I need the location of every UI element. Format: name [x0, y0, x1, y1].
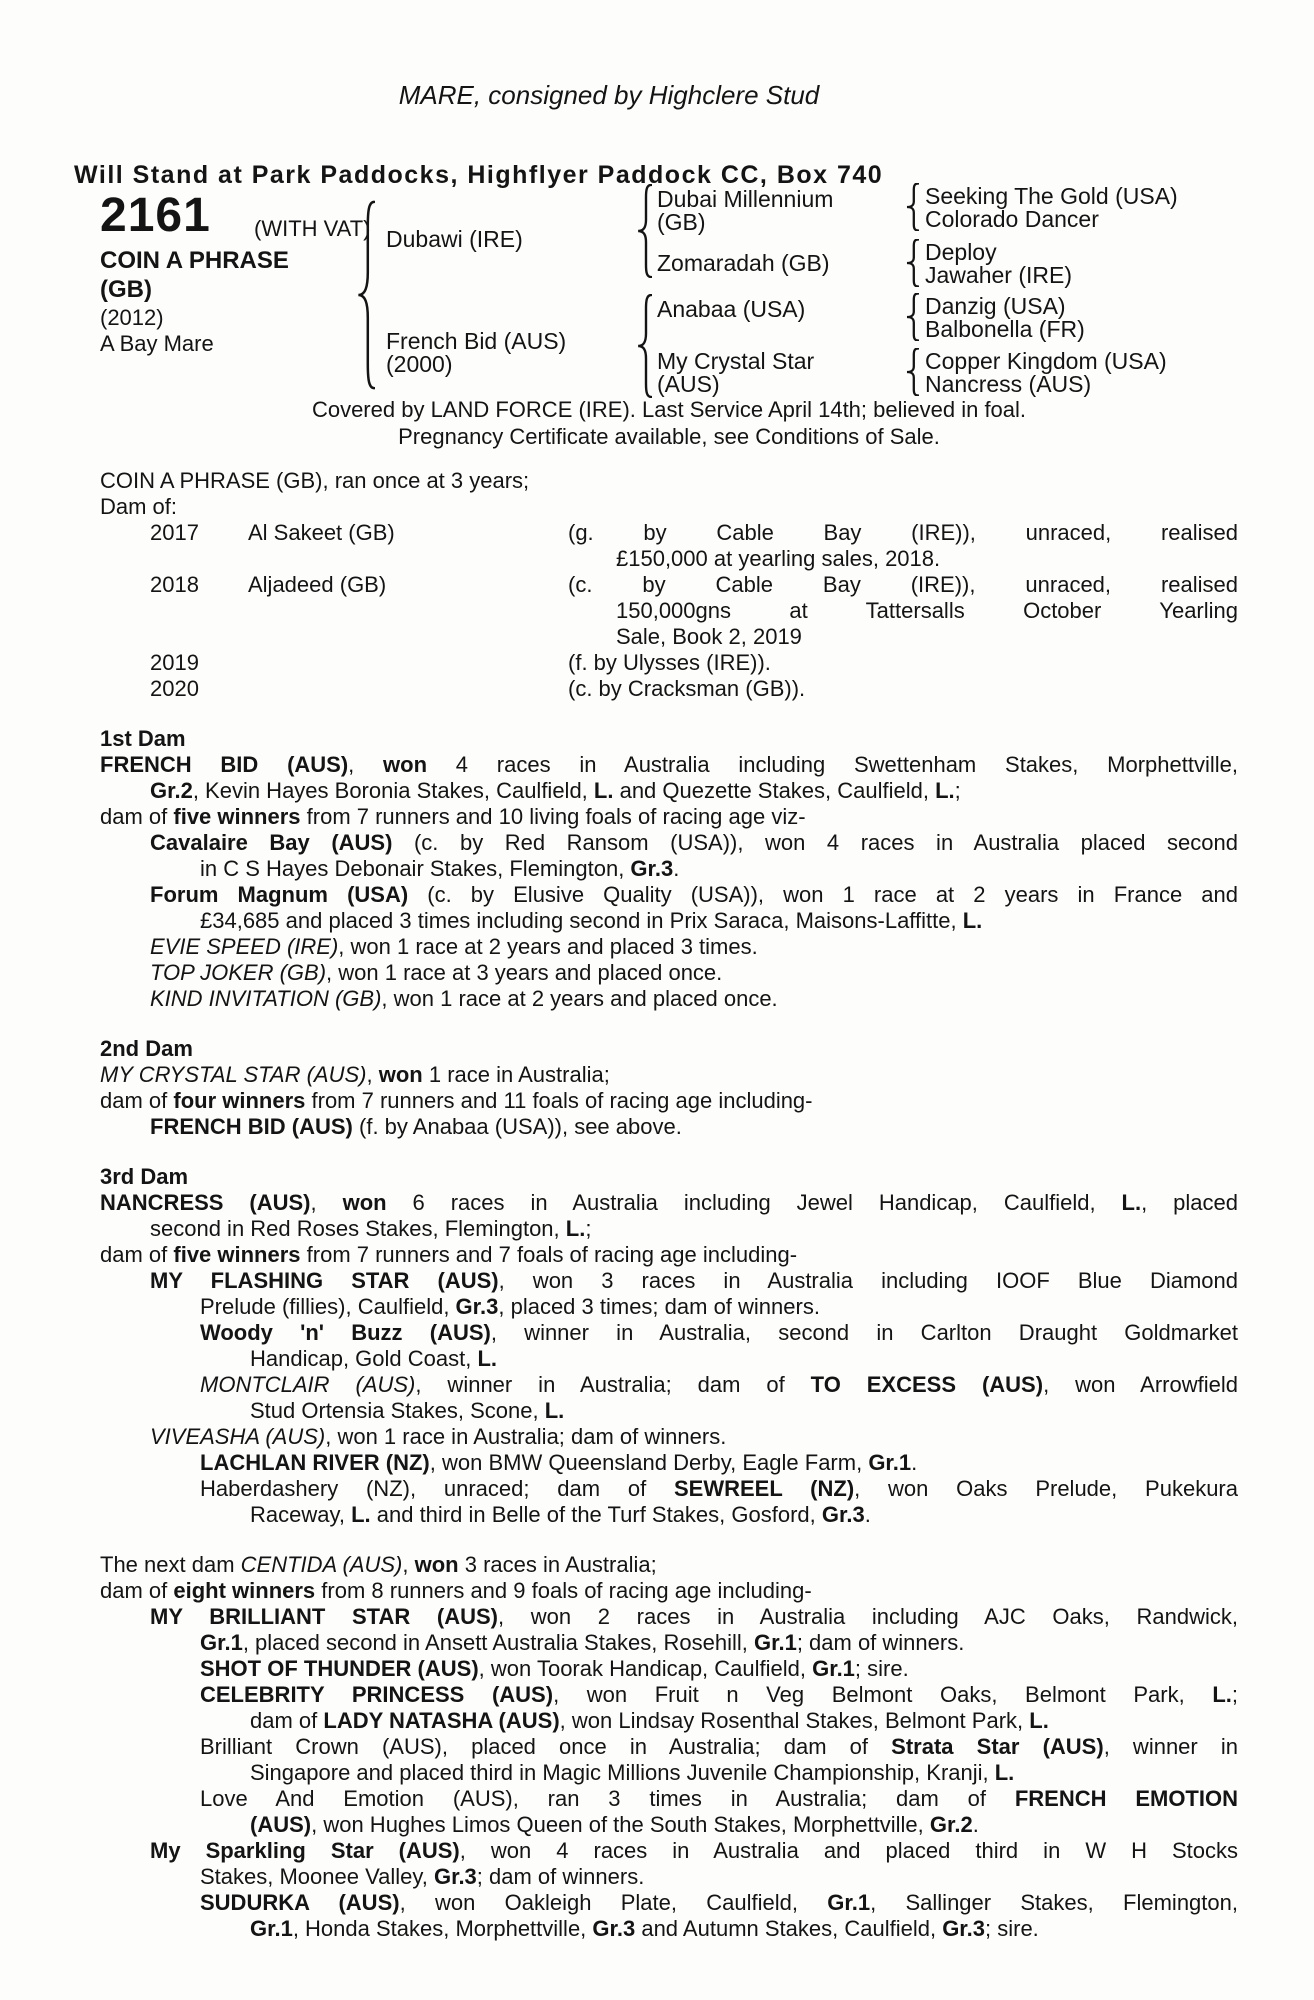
text-segment: dam of	[100, 1578, 174, 1603]
catalogue-line	[100, 960, 1238, 986]
text-segment: L.	[477, 1346, 498, 1371]
text-segment: Gr.3	[821, 1502, 865, 1527]
text-segment: My Sparkling Star (AUS)	[150, 1838, 460, 1863]
text-segment: CELEBRITY PRINCESS (AUS)	[200, 1682, 554, 1707]
text-segment: L.	[544, 1398, 565, 1423]
produce-description-line: (g. by Cable Bay (IRE)), unraced, realised	[568, 520, 1238, 545]
text-segment: dam of	[250, 1708, 324, 1733]
pedigree-brace-gg-2	[906, 239, 919, 293]
dam-section	[100, 1036, 1238, 1140]
pedigree-brace-gg-3	[906, 293, 919, 347]
dam-year: (2000)	[386, 351, 453, 377]
produce-name: Al Sakeet (GB)	[248, 520, 395, 545]
text-segment: .	[911, 1450, 918, 1475]
catalogue-line	[100, 1114, 1238, 1140]
text-segment: Gr.1	[200, 1630, 243, 1655]
text-segment: , won Fruit n Veg Belmont Oaks, Belmont Park,	[553, 1682, 1213, 1707]
text-segment: eight winners	[173, 1578, 316, 1603]
text-segment: , won 1 race at 2 years and placed once.	[381, 986, 778, 1011]
text-segment: , placed	[1141, 1190, 1238, 1215]
text-segment: , Kevin Hayes Boronia Stakes, Caulfield,	[192, 778, 594, 803]
produce-description-line: (c. by Cable Bay (IRE)), unraced, realised	[568, 572, 1238, 597]
text-segment: Woody 'n' Buzz (AUS)	[200, 1320, 491, 1345]
text-segment: (c. by Elusive Quality (USA)), won 1 race at 2 years in France and	[408, 882, 1238, 907]
catalogue-line	[100, 752, 1238, 778]
text-segment: Brilliant Crown (AUS), placed once in Australia; dam of	[200, 1734, 892, 1759]
text-segment: NANCRESS (AUS)	[100, 1190, 311, 1215]
grandsire-paternal-suffix: (GB)	[657, 209, 706, 235]
produce-year: 2020	[150, 676, 199, 701]
text-segment: ,	[366, 1062, 379, 1087]
text-segment: L.	[1212, 1682, 1232, 1707]
produce-description-line: (c. by Cracksman (GB)).	[568, 676, 806, 701]
text-segment: FRENCH BID (AUS)	[100, 752, 349, 777]
text-segment: , won 2 races in Australia including AJC Oaks, Randwick,	[498, 1604, 1238, 1629]
text-segment: won	[414, 1552, 459, 1577]
consignment-title: MARE, consigned by Highclere Stud	[398, 80, 820, 110]
text-segment: won	[383, 752, 428, 777]
catalogue-line	[100, 1372, 1238, 1398]
produce-description-line: 150,000gns at Tattersalls October Yearling	[616, 598, 1238, 623]
pedigree-brace-sire-parents	[637, 184, 652, 284]
text-segment: , Sallinger Stakes, Flemington,	[870, 1890, 1238, 1915]
catalogue-line	[100, 986, 1238, 1012]
lot-number: 2161	[100, 189, 211, 242]
catalogue-line	[100, 1760, 1238, 1786]
text-segment: five winners	[173, 1242, 301, 1267]
great-grandparent-1: Seeking The Gold (USA)	[925, 183, 1178, 209]
text-segment: Singapore and placed third in Magic Millions Juvenile Championship, Kranji,	[250, 1760, 995, 1785]
text-segment: (c. by Red Ransom (USA)), won 4 races in Australia placed second	[392, 830, 1238, 855]
text-segment: 1 race in Australia;	[422, 1062, 610, 1087]
horse-description: A Bay Mare	[100, 331, 214, 356]
horse-foaling-year: (2012)	[100, 305, 164, 330]
catalogue-line	[100, 1268, 1238, 1294]
text-segment: , won 1 race at 2 years and placed 3 times.	[338, 934, 758, 959]
text-segment: from 7 runners and 10 living foals of racing age viz-	[300, 804, 806, 829]
produce-row	[100, 520, 1238, 572]
produce-row	[100, 572, 1238, 650]
text-segment: ,	[402, 1552, 415, 1577]
text-segment: ;	[1231, 1682, 1239, 1707]
produce-dam-of-label: Dam of:	[100, 494, 178, 519]
catalogue-line	[100, 1812, 1238, 1838]
text-segment: Love And Emotion (AUS), ran 3 times in Australia; dam of	[200, 1786, 1015, 1811]
catalogue-line	[100, 1604, 1238, 1630]
text-segment: 6 races in Australia including Jewel Handicap, Caulfield,	[386, 1190, 1122, 1215]
grandsire-maternal: Anabaa (USA)	[657, 296, 806, 322]
text-segment: , won Oakleigh Plate, Caulfield,	[399, 1890, 828, 1915]
catalogue-line	[100, 1216, 1238, 1242]
text-segment: Prelude (fillies), Caulfield,	[200, 1294, 456, 1319]
text-segment: Raceway,	[250, 1502, 352, 1527]
text-segment: and third in Belle of the Turf Stakes, Gosford,	[370, 1502, 822, 1527]
text-segment: ,	[310, 1190, 343, 1215]
text-segment: ; dam of winners.	[476, 1864, 645, 1889]
text-segment: SHOT OF THUNDER (AUS)	[200, 1656, 479, 1681]
great-grandparent-2: Colorado Dancer	[925, 206, 1099, 232]
text-segment: four winners	[173, 1088, 306, 1113]
produce-description-line: Sale, Book 2, 2019	[616, 624, 802, 649]
text-segment: 3 races in Australia;	[458, 1552, 657, 1577]
text-segment: won	[378, 1062, 423, 1087]
text-segment: , Honda Stakes, Morphettville,	[292, 1916, 593, 1941]
text-segment: SUDURKA (AUS)	[200, 1890, 400, 1915]
produce-description	[568, 572, 1238, 650]
text-segment: (f. by Anabaa (USA)), see above.	[352, 1114, 682, 1139]
produce-year: 2018	[150, 572, 199, 597]
text-segment: in C S Hayes Debonair Stakes, Flemington,	[200, 856, 631, 881]
text-segment: L.	[565, 1216, 586, 1241]
text-segment: Strata Star (AUS)	[891, 1734, 1104, 1759]
text-segment: , won BMW Queensland Derby, Eagle Farm,	[429, 1450, 869, 1475]
catalogue-line	[100, 1062, 1238, 1088]
text-segment: L.	[593, 778, 614, 803]
text-segment: 4 races in Australia including Swettenham Stakes, Morphettville,	[427, 752, 1238, 777]
text-segment: L.	[351, 1502, 371, 1527]
dam-section-heading: 1st Dam	[100, 726, 186, 751]
dam-name: French Bid (AUS)	[386, 328, 567, 354]
text-segment: Stud Ortensia Stakes, Scone,	[250, 1398, 545, 1423]
text-segment: L.	[1121, 1190, 1142, 1215]
text-segment: The next dam	[100, 1552, 241, 1577]
grandsire-paternal: Dubai Millennium	[657, 186, 834, 212]
text-segment: MY BRILLIANT STAR (AUS)	[150, 1604, 498, 1629]
text-segment: ; dam of winners.	[796, 1630, 965, 1655]
catalogue-line	[100, 934, 1238, 960]
text-segment: , won Toorak Handicap, Caulfield,	[478, 1656, 813, 1681]
pedigree-brace-dam-parents	[637, 294, 652, 404]
catalogue-line	[100, 1242, 1238, 1268]
great-grandparent-5: Danzig (USA)	[925, 293, 1066, 319]
produce-description	[568, 520, 1238, 572]
text-segment: , won Hughes Limos Queen of the South Stakes, Morphettville,	[311, 1812, 930, 1837]
pedigree-brace-gg-1	[906, 183, 919, 237]
catalogue-line	[100, 1838, 1238, 1864]
text-segment: , winner in Australia; dam of	[415, 1372, 811, 1397]
text-segment: , winner in Australia, second in Carlton Draught Goldmarket	[490, 1320, 1238, 1345]
catalogue-line	[100, 1502, 1238, 1528]
text-segment: Forum Magnum (USA)	[150, 882, 409, 907]
horse-name: COIN A PHRASE	[100, 247, 289, 274]
text-segment: VIVEASHA (AUS)	[150, 1424, 326, 1449]
text-segment: Gr.1	[250, 1916, 293, 1941]
text-segment: Gr.2	[150, 778, 193, 803]
text-segment: dam of	[100, 1088, 174, 1113]
catalogue-line	[100, 1890, 1238, 1916]
dam-section-heading: 2nd Dam	[100, 1036, 193, 1061]
pedigree-brace-gg-4	[906, 348, 919, 402]
catalogue-line	[100, 1450, 1238, 1476]
catalogue-line	[100, 1552, 1238, 1578]
catalogue-line	[100, 1088, 1238, 1114]
produce-record	[100, 520, 1238, 702]
horse-country-suffix: (GB)	[100, 276, 152, 303]
text-segment: dam of	[100, 804, 174, 829]
text-segment: Gr.1	[868, 1450, 912, 1475]
granddam-maternal: My Crystal Star	[657, 348, 815, 374]
text-segment: from 7 runners and 7 foals of racing age including-	[300, 1242, 798, 1267]
text-segment: Cavalaire Bay (AUS)	[150, 830, 393, 855]
catalogue-line	[100, 1398, 1238, 1424]
great-grandparent-4: Jawaher (IRE)	[925, 262, 1072, 288]
catalogue-line	[100, 1864, 1238, 1890]
great-grandparent-8: Nancress (AUS)	[925, 371, 1092, 397]
text-segment: L.	[935, 778, 955, 803]
text-segment: , won 3 races in Australia including IOOF Blue Diamond	[498, 1268, 1238, 1293]
text-segment: from 8 runners and 9 foals of racing age including-	[315, 1578, 812, 1603]
text-segment: MY FLASHING STAR (AUS)	[150, 1268, 499, 1293]
produce-description-line: (f. by Ulysses (IRE)).	[568, 650, 771, 675]
catalogue-line	[100, 778, 1238, 804]
produce-description-line: £150,000 at yearling sales, 2018.	[616, 546, 941, 571]
produce-description	[568, 676, 1238, 702]
granddam-maternal-suffix: (AUS)	[657, 371, 720, 397]
text-segment: ; sire.	[854, 1656, 909, 1681]
catalogue-line	[100, 1786, 1238, 1812]
stand-location-line: Will Stand at Park Paddocks, Highflyer Paddock CC, Box 740	[74, 161, 884, 189]
catalogue-line	[100, 1708, 1238, 1734]
catalogue-line	[100, 1476, 1238, 1502]
text-segment: ; sire.	[985, 1916, 1039, 1941]
catalogue-line	[100, 908, 1238, 934]
text-segment: FRENCH BID (AUS)	[150, 1114, 353, 1139]
text-segment: FRENCH EMOTION	[1014, 1786, 1238, 1811]
catalogue-line	[100, 856, 1238, 882]
text-segment: , placed second in Ansett Australia Stakes, Rosehill,	[242, 1630, 754, 1655]
text-segment: LACHLAN RIVER (NZ)	[200, 1450, 430, 1475]
catalogue-body	[100, 468, 1238, 1942]
text-segment: ;	[954, 778, 961, 803]
pedigree-brace-main	[357, 200, 375, 396]
text-segment: .	[673, 856, 680, 881]
dam-section	[100, 1552, 1238, 1942]
produce-description	[568, 650, 1238, 676]
text-segment: , won 4 races in Australia and placed third in W H Stocks	[459, 1838, 1239, 1863]
text-segment: EVIE SPEED (IRE)	[150, 934, 339, 959]
produce-row	[100, 676, 1238, 702]
text-segment: KIND INVITATION (GB)	[150, 986, 382, 1011]
text-segment: second in Red Roses Stakes, Flemington,	[150, 1216, 566, 1241]
text-segment: TOP JOKER (GB)	[150, 960, 327, 985]
text-segment: five winners	[173, 804, 301, 829]
text-segment: Gr.1	[827, 1890, 871, 1915]
text-segment: and Quezette Stakes, Caulfield,	[613, 778, 936, 803]
text-segment: L.	[1029, 1708, 1049, 1733]
text-segment: MONTCLAIR (AUS)	[200, 1372, 416, 1397]
text-segment: Handicap, Gold Coast,	[250, 1346, 478, 1371]
text-segment: , won Lindsay Rosenthal Stakes, Belmont Park,	[559, 1708, 1030, 1733]
text-segment: MY CRYSTAL STAR (AUS)	[100, 1062, 367, 1087]
great-grandparent-7: Copper Kingdom (USA)	[925, 348, 1167, 374]
great-grandparent-6: Balbonella (FR)	[925, 316, 1085, 342]
text-segment: , won Arrowfield	[1043, 1372, 1238, 1397]
text-segment: Gr.3	[630, 856, 674, 881]
text-segment: Gr.3	[433, 1864, 477, 1889]
text-segment: L.	[994, 1760, 1015, 1785]
text-segment: SEWREEL (NZ)	[673, 1476, 855, 1501]
vat-note: (WITH VAT)	[254, 216, 371, 241]
granddam-paternal: Zomaradah (GB)	[657, 250, 830, 276]
text-segment: Stakes, Moonee Valley,	[200, 1864, 434, 1889]
dam-section	[100, 1164, 1238, 1528]
catalogue-line	[100, 882, 1238, 908]
covering-line: Covered by LAND FORCE (IRE). Last Service April 14th; believed in foal.	[311, 397, 1027, 422]
produce-year: 2017	[150, 520, 199, 545]
text-segment: Gr.3	[455, 1294, 499, 1319]
text-segment: £34,685 and placed 3 times including second in Prix Saraca, Maisons-Laffitte,	[200, 908, 963, 933]
text-segment: LADY NATASHA (AUS)	[323, 1708, 560, 1733]
catalogue-line	[100, 1656, 1238, 1682]
catalogue-line	[100, 1294, 1238, 1320]
text-segment: from 7 runners and 11 foals of racing age including-	[305, 1088, 813, 1113]
dam-section	[100, 726, 1238, 1012]
text-segment: Gr.3	[942, 1916, 985, 1941]
text-segment: , won Oaks Prelude, Pukekura	[854, 1476, 1238, 1501]
sire-name: Dubawi (IRE)	[386, 226, 523, 252]
produce-year: 2019	[150, 650, 199, 675]
text-segment: won	[342, 1190, 387, 1215]
catalogue-line	[100, 1346, 1238, 1372]
text-segment: L.	[962, 908, 983, 933]
text-segment: Gr.1	[754, 1630, 797, 1655]
text-segment: Gr.2	[929, 1812, 973, 1837]
text-segment: CENTIDA (AUS)	[240, 1552, 403, 1577]
great-grandparent-3: Deploy	[925, 239, 997, 265]
text-segment: , won 1 race at 3 years and placed once.	[326, 960, 723, 985]
catalogue-line	[100, 1734, 1238, 1760]
text-segment: Gr.1	[812, 1656, 855, 1681]
catalogue-line	[100, 1916, 1238, 1942]
produce-name: Aljadeed (GB)	[248, 572, 387, 597]
text-segment: ,	[348, 752, 384, 777]
pregnancy-line: Pregnancy Certificate available, see Conditions of Sale.	[398, 424, 940, 449]
produce-intro: COIN A PHRASE (GB), ran once at 3 years;	[100, 468, 530, 493]
text-segment: TO EXCESS (AUS)	[810, 1372, 1044, 1397]
text-segment: , placed 3 times; dam of winners.	[498, 1294, 820, 1319]
dam-section-heading: 3rd Dam	[100, 1164, 189, 1189]
text-segment: ;	[585, 1216, 592, 1241]
catalogue-line	[100, 1682, 1238, 1708]
text-segment: and Autumn Stakes, Caulfield,	[635, 1916, 943, 1941]
text-segment: .	[864, 1502, 871, 1527]
produce-row	[100, 650, 1238, 676]
catalogue-line	[100, 1320, 1238, 1346]
catalogue-line	[100, 830, 1238, 856]
text-segment: , won 1 race in Australia; dam of winners.	[325, 1424, 727, 1449]
catalogue-line	[100, 804, 1238, 830]
text-segment: .	[972, 1812, 979, 1837]
text-segment: Haberdashery (NZ), unraced; dam of	[200, 1476, 674, 1501]
catalogue-line	[100, 1424, 1238, 1450]
catalogue-line	[100, 1630, 1238, 1656]
dam-sections	[100, 726, 1238, 1942]
text-segment: (AUS)	[250, 1812, 312, 1837]
text-segment: Gr.3	[592, 1916, 636, 1941]
catalogue-line	[100, 1190, 1238, 1216]
catalogue-line	[100, 1578, 1238, 1604]
text-segment: , winner in	[1103, 1734, 1238, 1759]
text-segment: dam of	[100, 1242, 174, 1267]
